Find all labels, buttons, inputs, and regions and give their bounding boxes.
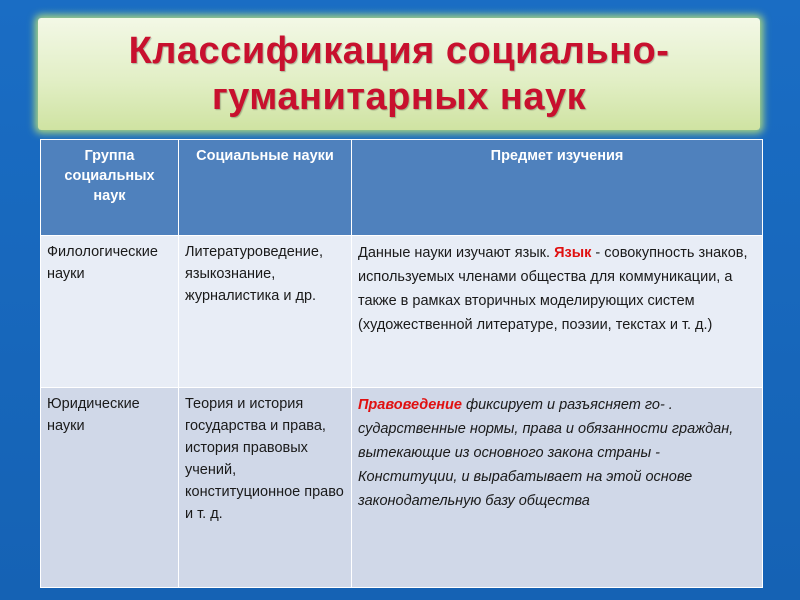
highlighted-term: Правоведение [358, 397, 462, 413]
page-title: Классификация социально-гуманитарных наук [128, 30, 670, 118]
subject-text: Данные науки изучают язык. [358, 245, 555, 261]
cell-subject [352, 236, 763, 388]
title-banner [38, 18, 760, 130]
cell-sciences: Теория и история государства и права, история правовых учений, конституционное право и т. д. [179, 388, 352, 588]
table-header-row [41, 140, 763, 236]
cell-group: Юридические науки [41, 388, 179, 588]
table-row [41, 388, 763, 588]
cell-subject [352, 388, 763, 588]
subject-text: - совокупность знаков, используемых членами общества для коммуникации, а также в рамках вторичных моделирующих систем (художественной литературе, поэзии, текстах и т. д.) [358, 245, 748, 333]
cell-group: Филологические науки [41, 236, 179, 388]
highlighted-term: Язык [554, 245, 592, 261]
header-sciences: Социальные науки [179, 140, 352, 236]
cell-sciences: Литературоведение, языкознание, журналистика и др. [179, 236, 352, 388]
header-subject: Предмет изучения [352, 140, 763, 236]
table-row [41, 236, 763, 388]
subject-text: фиксирует и разъясняет го- . сударственные нормы, права и обязанности граждан, вытекающие из основного закона страны - Конституции, и вырабатывает на этой основе законодательную базу общества [358, 397, 734, 509]
header-group: Группа социальных наук [41, 140, 179, 236]
classification-table [40, 139, 763, 588]
